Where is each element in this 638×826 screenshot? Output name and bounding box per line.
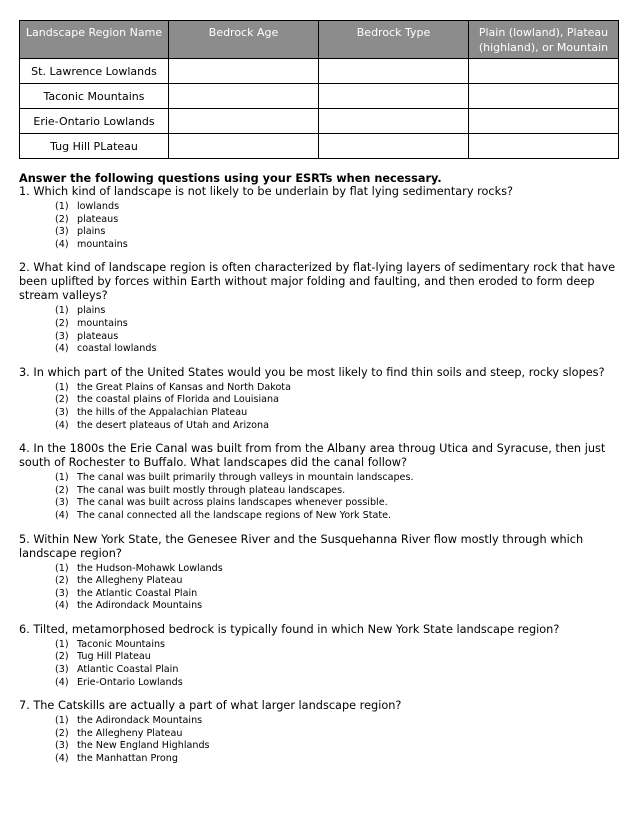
question-text: 6. Tilted, metamorphosed bedrock is typically found in which New York State landscape region? bbox=[19, 622, 560, 636]
answer-option[interactable] bbox=[55, 740, 619, 753]
option-text: the Manhattan Prong bbox=[77, 753, 178, 765]
option-text: plateaus bbox=[77, 330, 119, 342]
bedrock-type-cell[interactable] bbox=[319, 84, 469, 109]
option-number: (1) bbox=[55, 305, 69, 317]
option-number: (4) bbox=[55, 238, 69, 250]
bedrock-type-cell[interactable] bbox=[319, 109, 469, 134]
option-text: coastal lowlands bbox=[77, 343, 157, 355]
region-name-cell: Tug Hill PLateau bbox=[20, 134, 169, 159]
answer-option[interactable] bbox=[55, 497, 619, 510]
option-number: (3) bbox=[55, 587, 69, 599]
option-number: (1) bbox=[55, 638, 69, 650]
option-number: (4) bbox=[55, 753, 69, 765]
answer-option[interactable] bbox=[55, 588, 619, 601]
table-row bbox=[20, 59, 619, 84]
option-number: (2) bbox=[55, 317, 69, 329]
answer-option[interactable] bbox=[55, 485, 619, 498]
option-text: the New England Highlands bbox=[77, 740, 210, 752]
option-number: (1) bbox=[55, 562, 69, 574]
bedrock-age-cell[interactable] bbox=[169, 59, 319, 84]
table-header-row bbox=[20, 21, 619, 59]
table-row bbox=[20, 134, 619, 159]
region-name-cell: Taconic Mountains bbox=[20, 84, 169, 109]
question-text: 3. In which part of the United States would you be most likely to find thin soils and steep, rocky slopes? bbox=[19, 365, 605, 379]
answer-option[interactable] bbox=[55, 472, 619, 485]
table-row bbox=[20, 109, 619, 134]
option-text: the Adirondack Mountains bbox=[77, 600, 203, 612]
option-text: The canal connected all the landscape regions of New York State. bbox=[77, 509, 392, 521]
option-number: (1) bbox=[55, 472, 69, 484]
question-text: 7. The Catskills are actually a part of what larger landscape region? bbox=[19, 699, 402, 713]
bedrock-age-cell[interactable] bbox=[169, 109, 319, 134]
landscape-type-cell[interactable] bbox=[469, 84, 619, 109]
answer-option[interactable] bbox=[55, 382, 619, 395]
option-text: the hills of the Appalachian Plateau bbox=[77, 406, 248, 418]
region-name-cell: Erie-Ontario Lowlands bbox=[20, 109, 169, 134]
option-text: the Allegheny Plateau bbox=[77, 575, 183, 587]
option-text: The canal was built mostly through plateau landscapes. bbox=[77, 484, 346, 496]
region-name-cell: St. Lawrence Lowlands bbox=[20, 59, 169, 84]
option-text: plains bbox=[77, 305, 106, 317]
answer-options bbox=[19, 201, 619, 251]
option-number: (2) bbox=[55, 651, 69, 663]
header-landscape-type: Plain (lowland), Plateau (highland), or Mountain bbox=[469, 21, 619, 59]
bedrock-type-cell[interactable] bbox=[319, 59, 469, 84]
option-number: (4) bbox=[55, 676, 69, 688]
answer-option[interactable] bbox=[55, 420, 619, 433]
option-text: lowlands bbox=[77, 201, 120, 212]
option-number: (2) bbox=[55, 484, 69, 496]
answer-option[interactable] bbox=[55, 753, 619, 766]
header-region-name: Landscape Region Name bbox=[20, 21, 169, 59]
question-text: 1. Which kind of landscape is not likely to be underlain by flat lying sedimentary rocks? bbox=[19, 185, 514, 198]
option-text: the Hudson-Mohawk Lowlands bbox=[77, 562, 223, 574]
option-text: Erie-Ontario Lowlands bbox=[77, 676, 183, 688]
answer-options bbox=[19, 382, 619, 432]
question-7 bbox=[19, 699, 619, 765]
question-text: 4. In the 1800s the Erie Canal was built from from the Albany area throug Utica and Syracuse, then just south of Rochester to Buffalo. What landscapes did the canal follow? bbox=[19, 442, 606, 470]
answer-option[interactable] bbox=[55, 563, 619, 576]
answer-option[interactable] bbox=[55, 715, 619, 728]
landscape-type-cell[interactable] bbox=[469, 134, 619, 159]
answer-option[interactable] bbox=[55, 318, 619, 331]
question-text: 5. Within New York State, the Genesee River and the Susquehanna River flow mostly through which landscape region? bbox=[19, 532, 584, 560]
answer-option[interactable] bbox=[55, 407, 619, 420]
bedrock-age-cell[interactable] bbox=[169, 84, 319, 109]
option-text: plateaus bbox=[77, 213, 119, 225]
option-number: (2) bbox=[55, 575, 69, 587]
option-text: Tug Hill Plateau bbox=[77, 651, 151, 663]
option-number: (2) bbox=[55, 394, 69, 406]
option-text: the Atlantic Coastal Plain bbox=[77, 587, 198, 599]
answer-option[interactable] bbox=[55, 343, 619, 356]
answer-option[interactable] bbox=[55, 728, 619, 741]
option-number: (2) bbox=[55, 727, 69, 739]
answer-options bbox=[19, 472, 619, 522]
option-number: (3) bbox=[55, 740, 69, 752]
option-number: (3) bbox=[55, 330, 69, 342]
option-text: The canal was built across plains landscapes whenever possible. bbox=[77, 497, 388, 509]
question-5 bbox=[19, 533, 619, 613]
option-number: (4) bbox=[55, 509, 69, 521]
answer-option[interactable] bbox=[55, 239, 619, 252]
landscape-type-cell[interactable] bbox=[469, 109, 619, 134]
option-number: (4) bbox=[55, 600, 69, 612]
answer-option[interactable] bbox=[55, 510, 619, 523]
header-bedrock-type: Bedrock Type bbox=[319, 21, 469, 59]
option-text: mountains bbox=[77, 238, 128, 250]
question-1 bbox=[19, 185, 619, 251]
option-text: the desert plateaus of Utah and Arizona bbox=[77, 419, 269, 431]
option-text: mountains bbox=[77, 317, 128, 329]
option-text: The canal was built primarily through valleys in mountain landscapes. bbox=[77, 472, 414, 484]
answer-options bbox=[19, 563, 619, 613]
option-number: (1) bbox=[55, 715, 69, 727]
answer-option[interactable] bbox=[55, 575, 619, 588]
option-text: Taconic Mountains bbox=[77, 638, 166, 650]
answer-option[interactable] bbox=[55, 639, 619, 652]
header-bedrock-age: Bedrock Age bbox=[169, 21, 319, 59]
option-text: the Great Plains of Kansas and North Dakota bbox=[77, 381, 291, 393]
answer-option[interactable] bbox=[55, 305, 619, 318]
answer-options bbox=[19, 715, 619, 765]
option-text: Atlantic Coastal Plain bbox=[77, 664, 179, 676]
option-number: (3) bbox=[55, 406, 69, 418]
option-text: the coastal plains of Florida and Louisiana bbox=[77, 394, 279, 406]
question-6 bbox=[19, 623, 619, 689]
answer-option[interactable] bbox=[55, 331, 619, 344]
option-text: plains bbox=[77, 226, 106, 238]
question-4 bbox=[19, 442, 619, 522]
answer-options bbox=[19, 305, 619, 355]
question-text: 2. What kind of landscape region is often characterized by flat-lying layers of sedimentary rock that have been uplifted by forces within Earth without major folding and faulting, and then eroded to form deep stream valleys? bbox=[19, 261, 616, 303]
option-number: (4) bbox=[55, 419, 69, 431]
answer-option[interactable] bbox=[55, 600, 619, 613]
option-text: the Allegheny Plateau bbox=[77, 727, 183, 739]
answer-option[interactable] bbox=[55, 394, 619, 407]
answer-option[interactable] bbox=[55, 651, 619, 664]
landscape-type-cell[interactable] bbox=[469, 59, 619, 84]
option-number: (3) bbox=[55, 497, 69, 509]
option-text: the Adirondack Mountains bbox=[77, 715, 203, 727]
question-3 bbox=[19, 366, 619, 432]
option-number: (4) bbox=[55, 343, 69, 355]
question-2 bbox=[19, 261, 619, 355]
answer-option[interactable] bbox=[55, 664, 619, 677]
instructions: Answer the following questions using your ESRTs when necessary. bbox=[19, 172, 442, 185]
option-number: (2) bbox=[55, 213, 69, 225]
option-number: (1) bbox=[55, 201, 69, 212]
table-row bbox=[20, 84, 619, 109]
answer-option[interactable] bbox=[55, 201, 619, 214]
option-number: (3) bbox=[55, 664, 69, 676]
bedrock-age-cell[interactable] bbox=[169, 134, 319, 159]
landscape-region-table bbox=[19, 20, 619, 159]
question-section bbox=[19, 172, 619, 766]
answer-options bbox=[19, 639, 619, 689]
bedrock-type-cell[interactable] bbox=[319, 134, 469, 159]
option-number: (1) bbox=[55, 381, 69, 393]
answer-option[interactable] bbox=[55, 214, 619, 227]
answer-option[interactable] bbox=[55, 226, 619, 239]
answer-option[interactable] bbox=[55, 677, 619, 690]
question-list bbox=[19, 185, 619, 766]
option-number: (3) bbox=[55, 226, 69, 238]
